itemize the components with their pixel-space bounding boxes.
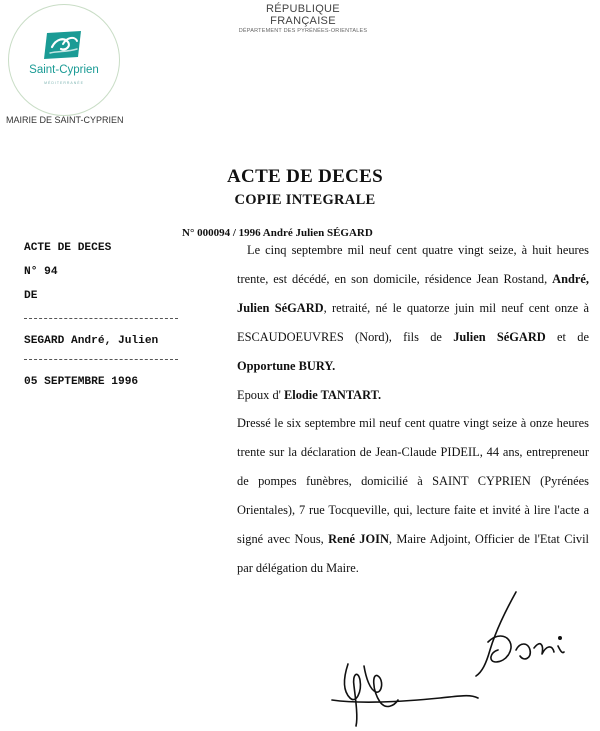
body-paragraph — [237, 381, 589, 410]
father-name: Julien SéGARD — [453, 329, 546, 344]
mother-name: Opportune BURY. — [237, 358, 336, 373]
margin-date: 05 SEPTEMBRE 1996 — [24, 376, 139, 388]
republic-title: RÉPUBLIQUE FRANÇAISE — [266, 3, 340, 27]
wave-logo-icon — [44, 31, 84, 59]
margin-de: DE — [24, 290, 38, 302]
body-text: Le cinq septembre mil neuf cent quatre vingt seize, à huit heures trente, est décédé, en son domicile, résidence Jean Rostand, — [237, 243, 589, 286]
republic-header — [238, 3, 368, 34]
body-text: Epoux d' — [237, 387, 284, 402]
handwritten-signatures — [320, 580, 600, 730]
officer-signature — [476, 592, 516, 676]
document-subtitle: COPIE INTEGRALE — [234, 192, 376, 208]
logo-tagline: MÉDITERRANÉE — [44, 81, 84, 85]
officer-signature — [534, 644, 554, 654]
mairie-label: MAIRIE DE SAINT-CYPRIEN — [6, 115, 124, 125]
document-title: ACTE DE DECES — [227, 166, 383, 187]
body-text: , Maire Adjoint, Officier de l'Etat Civil par délégation du Maire. — [237, 532, 589, 575]
department-subtitle: DÉPARTEMENT DES PYRÉNÉES-ORIENTALES — [238, 28, 368, 34]
logo-name: Saint-Cyprien — [29, 64, 99, 76]
spouse-name: Elodie TANTART. — [283, 387, 382, 402]
body-text: , retraité, né le quatorze juin mil neuf cent onze à ESCAUDOEUVRES (Nord), fils de — [237, 300, 589, 344]
margin-number: N° 94 — [24, 266, 58, 278]
margin-name: SEGARD André, Julien — [24, 335, 159, 347]
officer-name: René JOIN — [328, 532, 389, 547]
body-paragraph — [237, 409, 589, 582]
body-text: Dressé le six septembre mil neuf cent quatre vingt seize à onze heures trente sur la déclaration de Jean-Claude PIDEIL, 44 ans, entrepreneur de pompes funèbres, domicilié à SAINT CYPRIEN (Pyrénées Orientales), 7 rue Tocqueville, qui, lecture faite et invité à lire l'acte a signé avec Nous, — [237, 416, 589, 547]
officer-signature — [488, 636, 511, 662]
officer-signature — [558, 646, 564, 653]
declarant-signature — [345, 664, 361, 726]
saint-cyprien-logo — [8, 4, 120, 116]
deceased-name: André, Julien SéGARD — [237, 271, 589, 315]
officer-signature — [559, 637, 561, 639]
body-paragraph — [237, 236, 589, 381]
act-number: N° 000094 / 1996 André Julien SÉGARD — [182, 227, 373, 239]
declarant-signature — [364, 666, 398, 706]
margin-divider — [24, 359, 178, 360]
margin-heading: ACTE DE DECES — [24, 242, 112, 254]
officer-signature — [516, 644, 530, 659]
body-text: et de — [545, 329, 589, 344]
act-body — [237, 236, 589, 583]
margin-divider — [24, 318, 178, 319]
